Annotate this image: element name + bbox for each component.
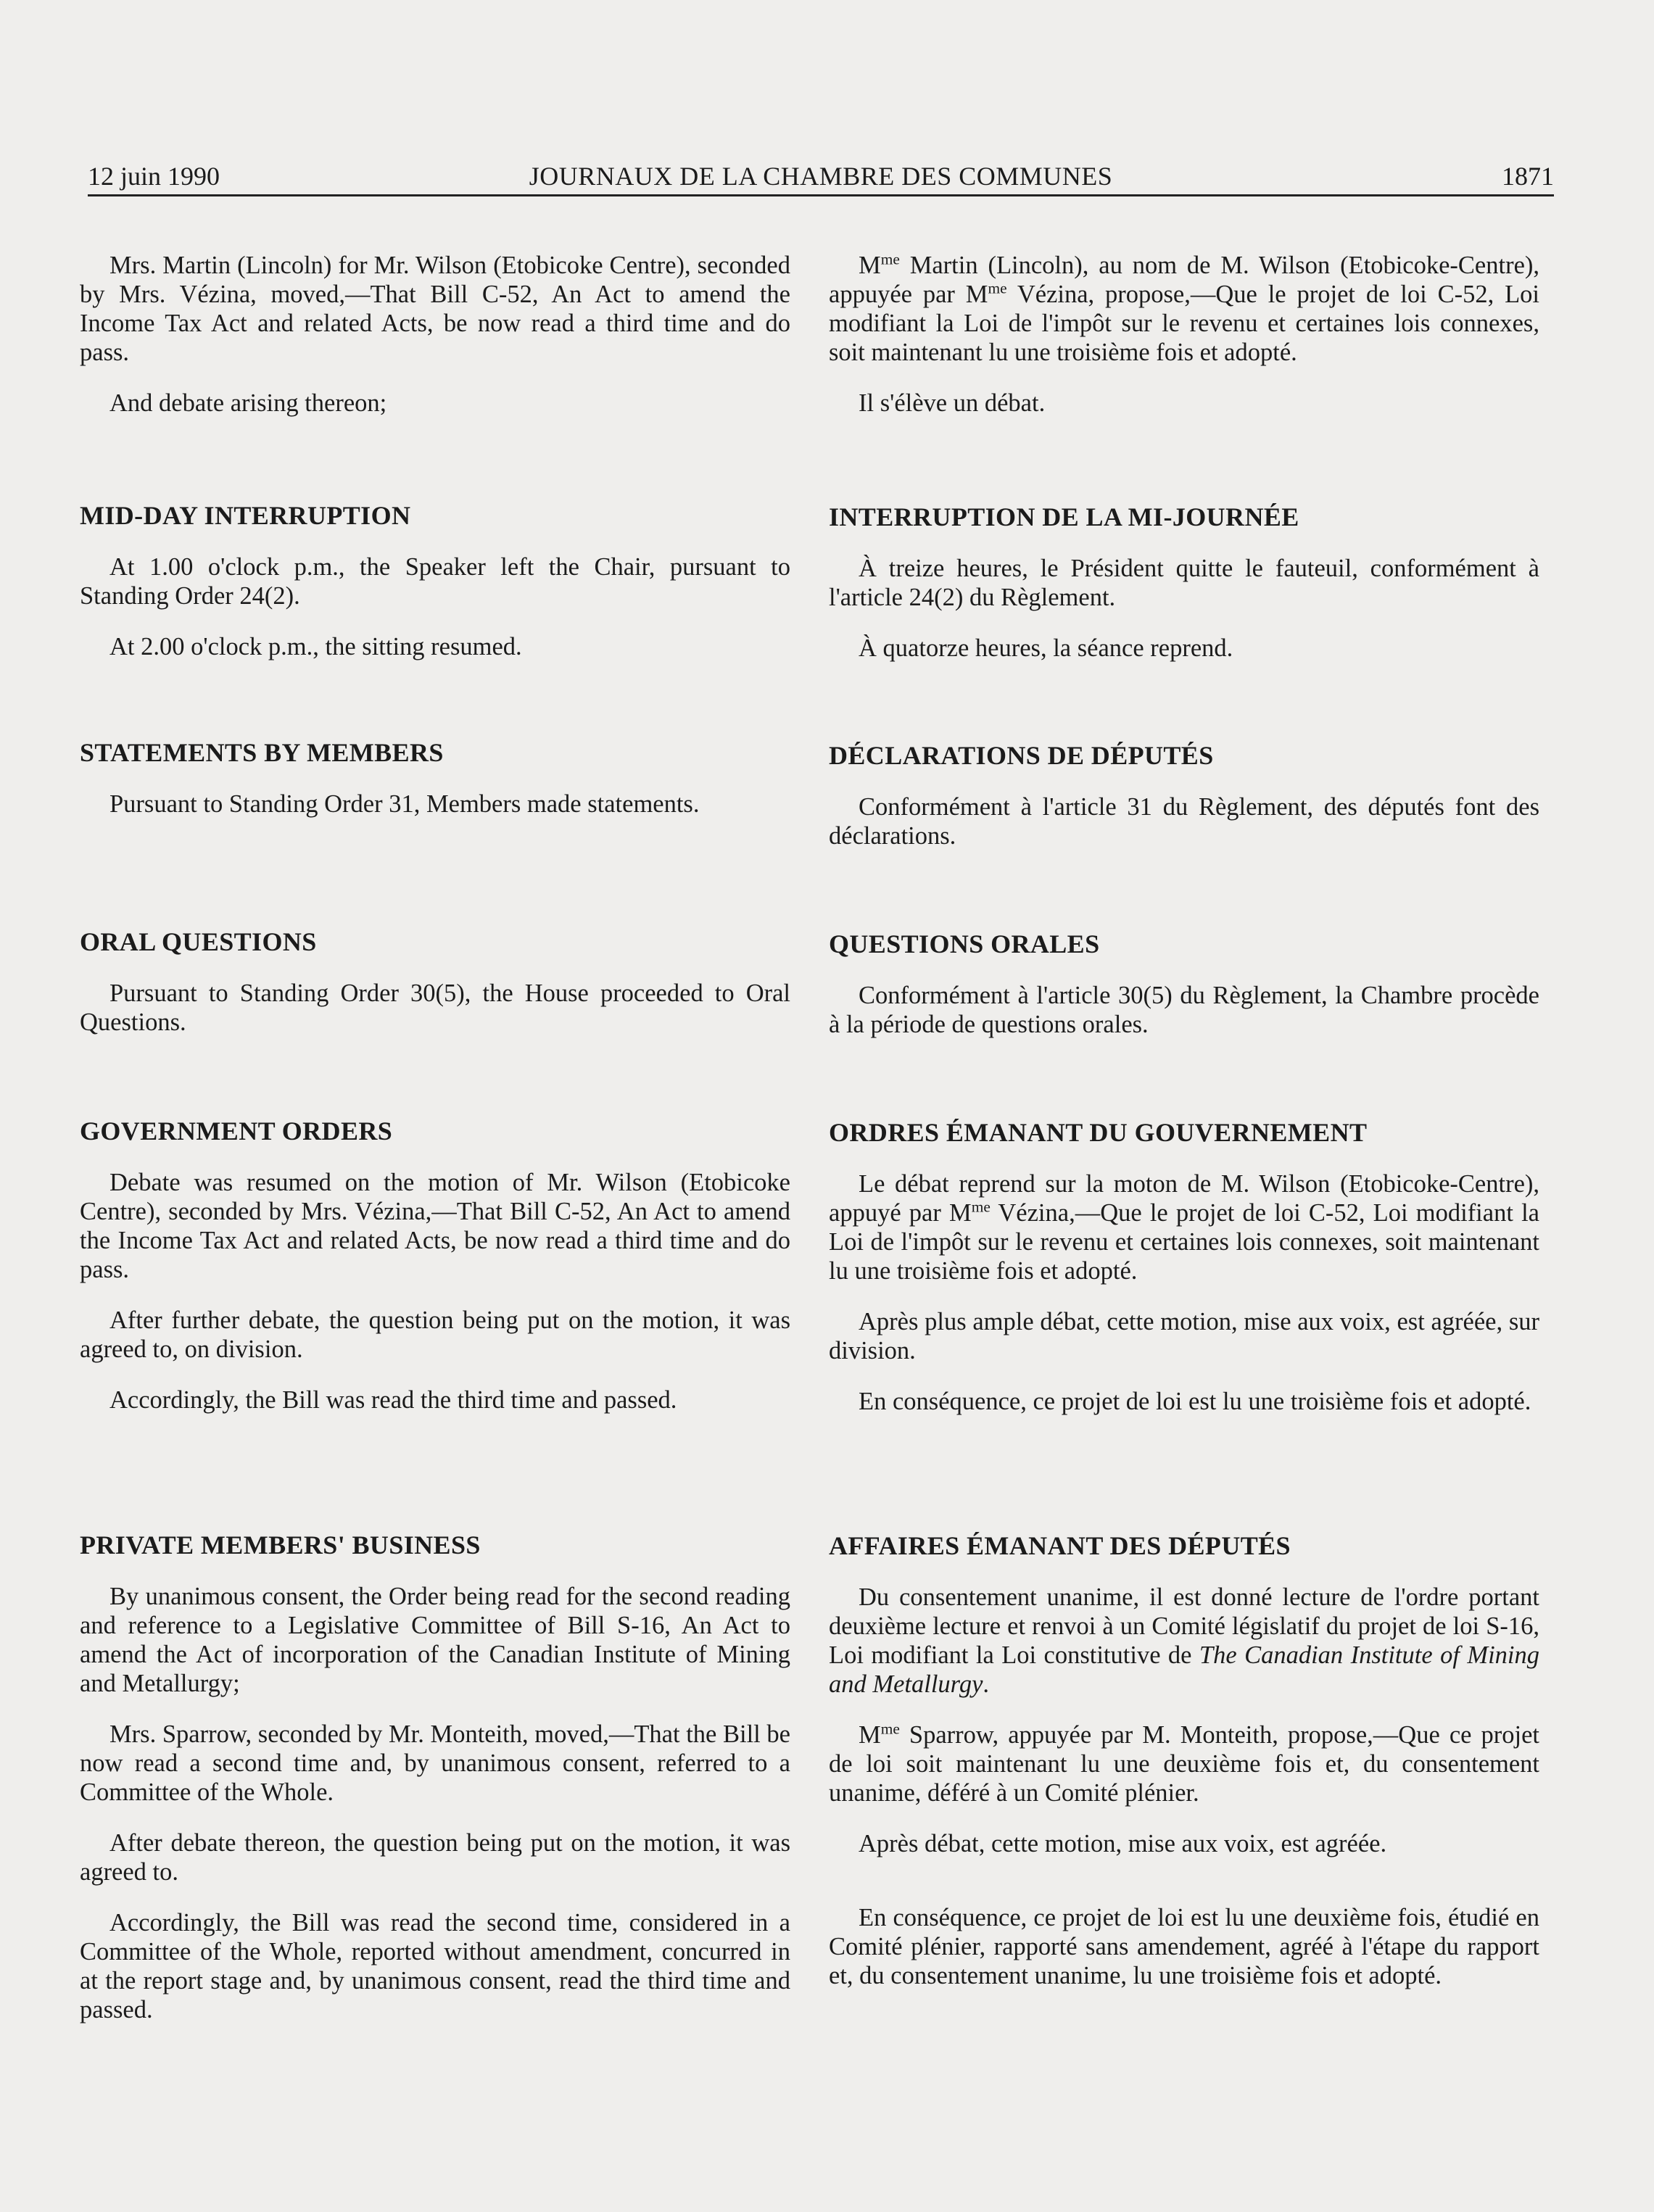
en-government-heading: GOVERNMENT ORDERS (80, 1117, 393, 1146)
en-midday-section (80, 500, 790, 661)
fr-oral-para-1: Conformément à l'article 30(5) du Règlement, la Chambre procède à la période de questions orales. (829, 982, 1539, 1038)
fr-statements-section (829, 740, 1539, 850)
en-midday-para-1: At 1.00 o'clock p.m., the Speaker left the Chair, pursuant to Standing Order 24(2). (80, 553, 790, 610)
en-oral-heading: ORAL QUESTIONS (80, 927, 317, 956)
fr-private-para-3: Après débat, cette motion, mise aux voix, est agréée. (859, 1830, 1387, 1857)
fr-midday-para-1: À treize heures, le Président quitte le fauteuil, conformément à l'article 24(2) du Règlement. (829, 555, 1539, 611)
fr-motion-para-1: $M^{me}$ Martin (Lincoln), au nom de M. Wilson (Etobicoke-Centre), appuyée par $M^{me}$ Vézina, propose,—Que le projet de loi C-52, Loi modifiant la Loi de l'impôt sur le revenu et certaines lois connexes, soit maintenant lu une troisième fois et adopté. (829, 250, 1539, 366)
fr-institute-name-italic: The Canadian Institute of Mining and Metallurgy (829, 1641, 1539, 1698)
fr-private-section (829, 1530, 1539, 1990)
en-motion-para-1: Mrs. Martin (Lincoln) for Mr. Wilson (Etobicoke Centre), seconded by Mrs. Vézina, moved,—That Bill C-52, An Act to amend the Income Tax Act and related Acts, be now read a third time and do pass. (80, 252, 790, 366)
fr-government-para-2: Après plus ample débat, cette motion, mise aux voix, est agréée, sur division. (829, 1308, 1539, 1364)
fr-statements-para-1: Conformément à l'article 31 du Règlement, des députés font des déclarations. (829, 793, 1539, 850)
fr-private-para-2: $M^{me}$ Sparrow, appuyée par M. Monteith, propose,—Que ce projet de loi soit maintenant lu une deuxième fois et, du consentement unanime, déféré à un Comité plénier. (829, 1720, 1539, 1807)
fr-private-heading: AFFAIRES ÉMANANT DES DÉPUTÉS (829, 1531, 1291, 1560)
fr-private-para-4: En conséquence, ce projet de loi est lu une deuxième fois, étudié en Comité plénier, rapporté sans amendement, agréé à l'étape du rapport et, du consentement unanime, lu une troisième fois et adopté. (829, 1904, 1539, 1989)
en-government-para-1: Debate was resumed on the motion of Mr. Wilson (Etobicoke Centre), seconded by Mrs. Vézina,—That Bill C-52, An Act to amend the Income Tax Act and related Acts, be now read a third time and do pass. (80, 1169, 790, 1283)
en-motion-para-2: And debate arising thereon; (109, 389, 387, 417)
en-oral-section (80, 927, 790, 1037)
fr-oral-heading: QUESTIONS ORALES (829, 929, 1100, 958)
fr-government-section (829, 1117, 1539, 1416)
en-private-para-2: Mrs. Sparrow, seconded by Mr. Monteith, moved,—That the Bill be now read a second time and, by unanimous consent, referred to a Committee of the Whole. (80, 1720, 790, 1806)
fr-government-para-1: Le débat reprend sur la moton de M. Wilson (Etobicoke-Centre), appuyé par $M^{me}$ Vézina,—Que le projet de loi C-52, Loi modifiant la Loi de l'impôt sur le revenu et certaines lois connexes, soit maintenant lu une troisième fois et adopté. (829, 1170, 1539, 1285)
en-government-para-2: After further debate, the question being put on the motion, it was agreed to, on division. (80, 1306, 790, 1363)
fr-private-para-1: Du consentement unanime, il est donné lecture de l'ordre portant deuxième lecture et renvoi à un Comité législatif du projet de loi S-16, Loi modifiant la Loi constitutive de The Canadian Institute of Mining and Metallurgy. (829, 1583, 1539, 1698)
en-midday-para-2: At 2.00 o'clock p.m., the sitting resumed. (109, 633, 522, 660)
en-private-para-3: After debate thereon, the question being put on the motion, it was agreed to. (80, 1829, 790, 1886)
en-private-heading: PRIVATE MEMBERS' BUSINESS (80, 1530, 481, 1559)
header-page-number: 1871 (1502, 162, 1554, 191)
fr-motion-para-2: Il s'élève un débat. (859, 389, 1046, 417)
en-oral-para-1: Pursuant to Standing Order 30(5), the House proceeded to Oral Questions. (80, 979, 790, 1036)
en-government-section (80, 1116, 790, 1414)
running-header (88, 158, 1554, 196)
en-government-para-3: Accordingly, the Bill was read the third time and passed. (109, 1386, 677, 1414)
fr-oral-section (829, 929, 1539, 1039)
en-statements-para-1: Pursuant to Standing Order 31, Members made statements. (109, 790, 700, 818)
header-date: 12 juin 1990 (88, 162, 220, 191)
en-private-para-4: Accordingly, the Bill was read the second time, considered in a Committee of the Whole, reported without amendment, concurred in at the report stage and, by unanimous consent, read the third time and passed. (80, 1909, 790, 2023)
fr-motion-block (829, 251, 1539, 418)
header-title: JOURNAUX DE LA CHAMBRE DES COMMUNES (529, 162, 1113, 191)
en-statements-heading: STATEMENTS BY MEMBERS (80, 738, 444, 767)
en-motion-block (80, 251, 790, 418)
fr-midday-section (829, 502, 1539, 663)
fr-government-heading: ORDRES ÉMANANT DU GOUVERNEMENT (829, 1118, 1368, 1147)
en-private-section (80, 1530, 790, 2024)
fr-midday-heading: INTERRUPTION DE LA MI-JOURNÉE (829, 502, 1299, 531)
fr-midday-para-2: À quatorze heures, la séance reprend. (859, 634, 1233, 662)
fr-statements-heading: DÉCLARATIONS DE DÉPUTÉS (829, 741, 1214, 770)
en-statements-section (80, 737, 790, 819)
en-midday-heading: MID-DAY INTERRUPTION (80, 501, 411, 530)
en-private-para-1: By unanimous consent, the Order being read for the second reading and reference to a Legislative Committee of Bill S-16, An Act to amend the Act of incorporation of the Canadian Institute of Mining and Metallurgy; (80, 1583, 790, 1697)
fr-government-para-3: En conséquence, ce projet de loi est lu une troisième fois et adopté. (859, 1388, 1531, 1415)
